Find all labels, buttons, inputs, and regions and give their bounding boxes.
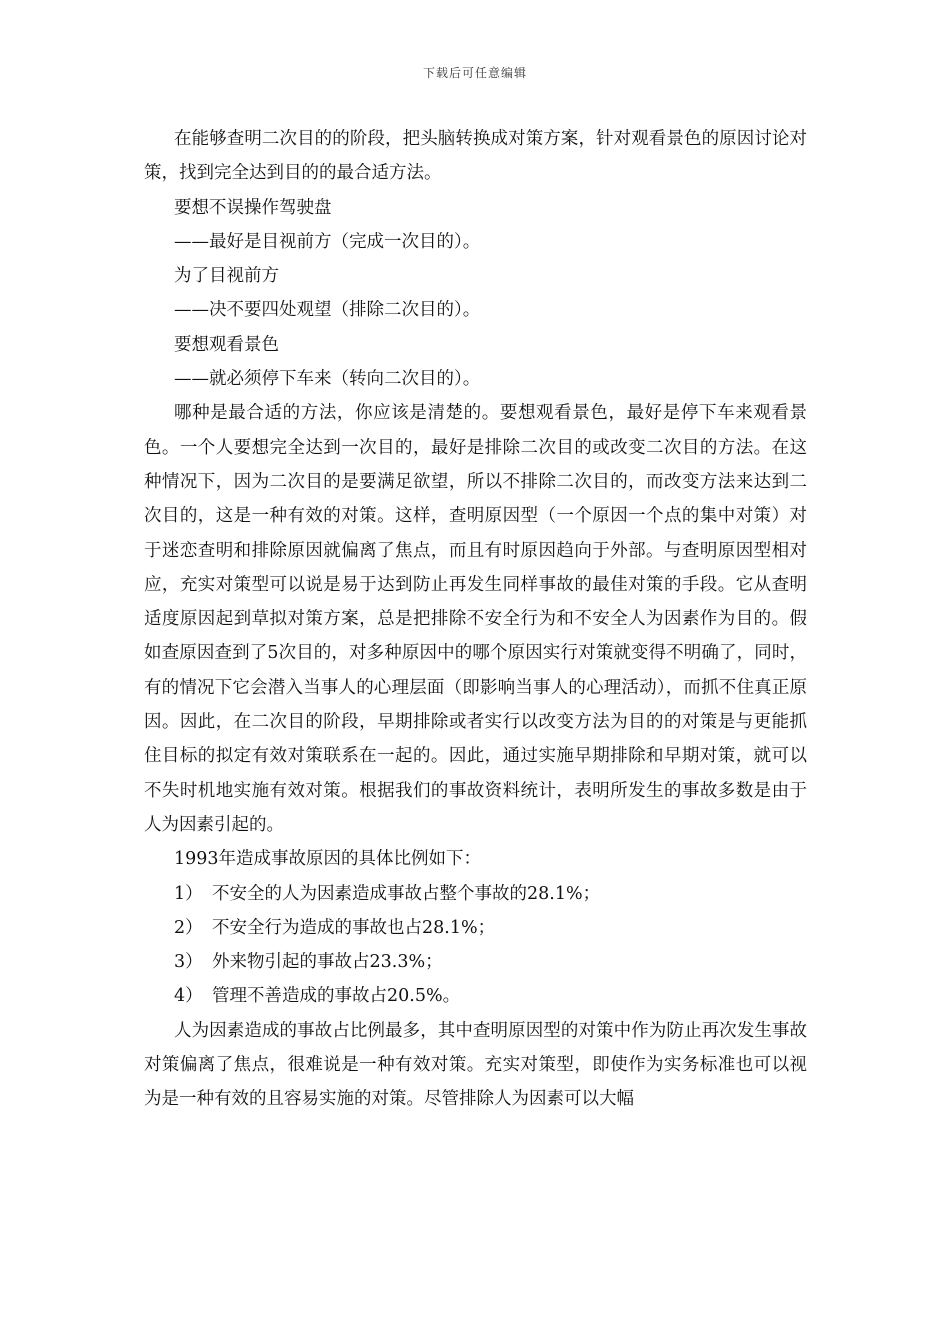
- dialog-line: ——最好是目视前方（完成一次目的）。: [174, 231, 481, 252]
- dialog-line: ——决不要四处观望（排除二次目的）。: [174, 300, 481, 321]
- list-item-text: 不安全行为造成的事故也占28.1%；: [212, 917, 496, 938]
- intro-paragraph: 在能够查明二次目的的阶段，把头脑转换成对策方案，针对观看景色的原因讨论对策，找到完全达到目的的最合适方法。: [144, 129, 807, 184]
- conclusion-paragraph: 人为因素造成的事故占比例最多，其中查明原因型的对策中作为防止再次发生事故对策偏离了焦点，很难说是一种有效对策。充实对策型，即使作为实务标准也可以视为是一种有效的且容易实施的对策。尽管排除人为因素可以大幅: [144, 1020, 807, 1110]
- list-item-text: 外来物引起的事故占23.3%；: [212, 952, 443, 973]
- list-item-number: 2）: [174, 917, 203, 938]
- dialog-line: ——就必须停下车来（转向二次目的）。: [174, 369, 481, 390]
- list-item: [144, 979, 807, 1013]
- list-item-number: 1）: [174, 883, 203, 904]
- list-intro: 1993年造成事故原因的具体比例如下：: [174, 849, 482, 870]
- dialog-line: 要想观看景色: [174, 334, 279, 355]
- list-item-number: 3）: [174, 952, 203, 973]
- page-header: 下载后可任意编辑: [422, 66, 527, 80]
- list-item: [144, 945, 807, 979]
- dialog-line: 要想不误操作驾驶盘: [174, 197, 332, 218]
- document-body: [144, 122, 807, 1117]
- list-item-number: 4）: [174, 986, 203, 1007]
- list-item-text: 不安全的人为因素造成事故占整个事故的28.1%；: [212, 883, 601, 904]
- analysis-paragraph: 哪种是最合适的方法，你应该是清楚的。要想观看景色，最好是停下车来观看景色。一个人要想完全达到一次目的，最好是排除二次目的或改变二次目的方法。在这种情况下，因为二次目的是要满足欲望，所以不排除二次目的，而改变方法来达到二次目的，这是一种有效的对策。这样，查明原因型（一个原因一个点的集中对策）对于迷恋查明和排除原因就偏离了焦点，而且有时原因趋向于外部。与查明原因型相对应，充实对策型可以说是易于达到防止再发生同样事故的最佳对策的手段。它从查明适度原因起到草拟对策方案，总是把排除不安全行为和不安全人为因素作为目的。假如查原因查到了5次目的，对多种原因中的哪个原因实行对策就变得不明确了，同时，有的情况下它会潜入当事人的心理层面（即影响当事人的心理活动），而抓不住真正原因。因此，在二次目的阶段，早期排除或者实行以改变方法为目的的对策是与更能抓住目标的拟定有效对策联系在一起的。因此，通过实施早期排除和早期对策，就可以不失时机地实施有效对策。根据我们的事故资料统计，表明所发生的事故多数是由于人为因素引起的。: [144, 403, 807, 835]
- dialog-line: 为了目视前方: [174, 266, 279, 287]
- list-item-text: 管理不善造成的事故占20.5%。: [212, 986, 461, 1007]
- list-item: [144, 877, 807, 911]
- list-item: [144, 911, 807, 945]
